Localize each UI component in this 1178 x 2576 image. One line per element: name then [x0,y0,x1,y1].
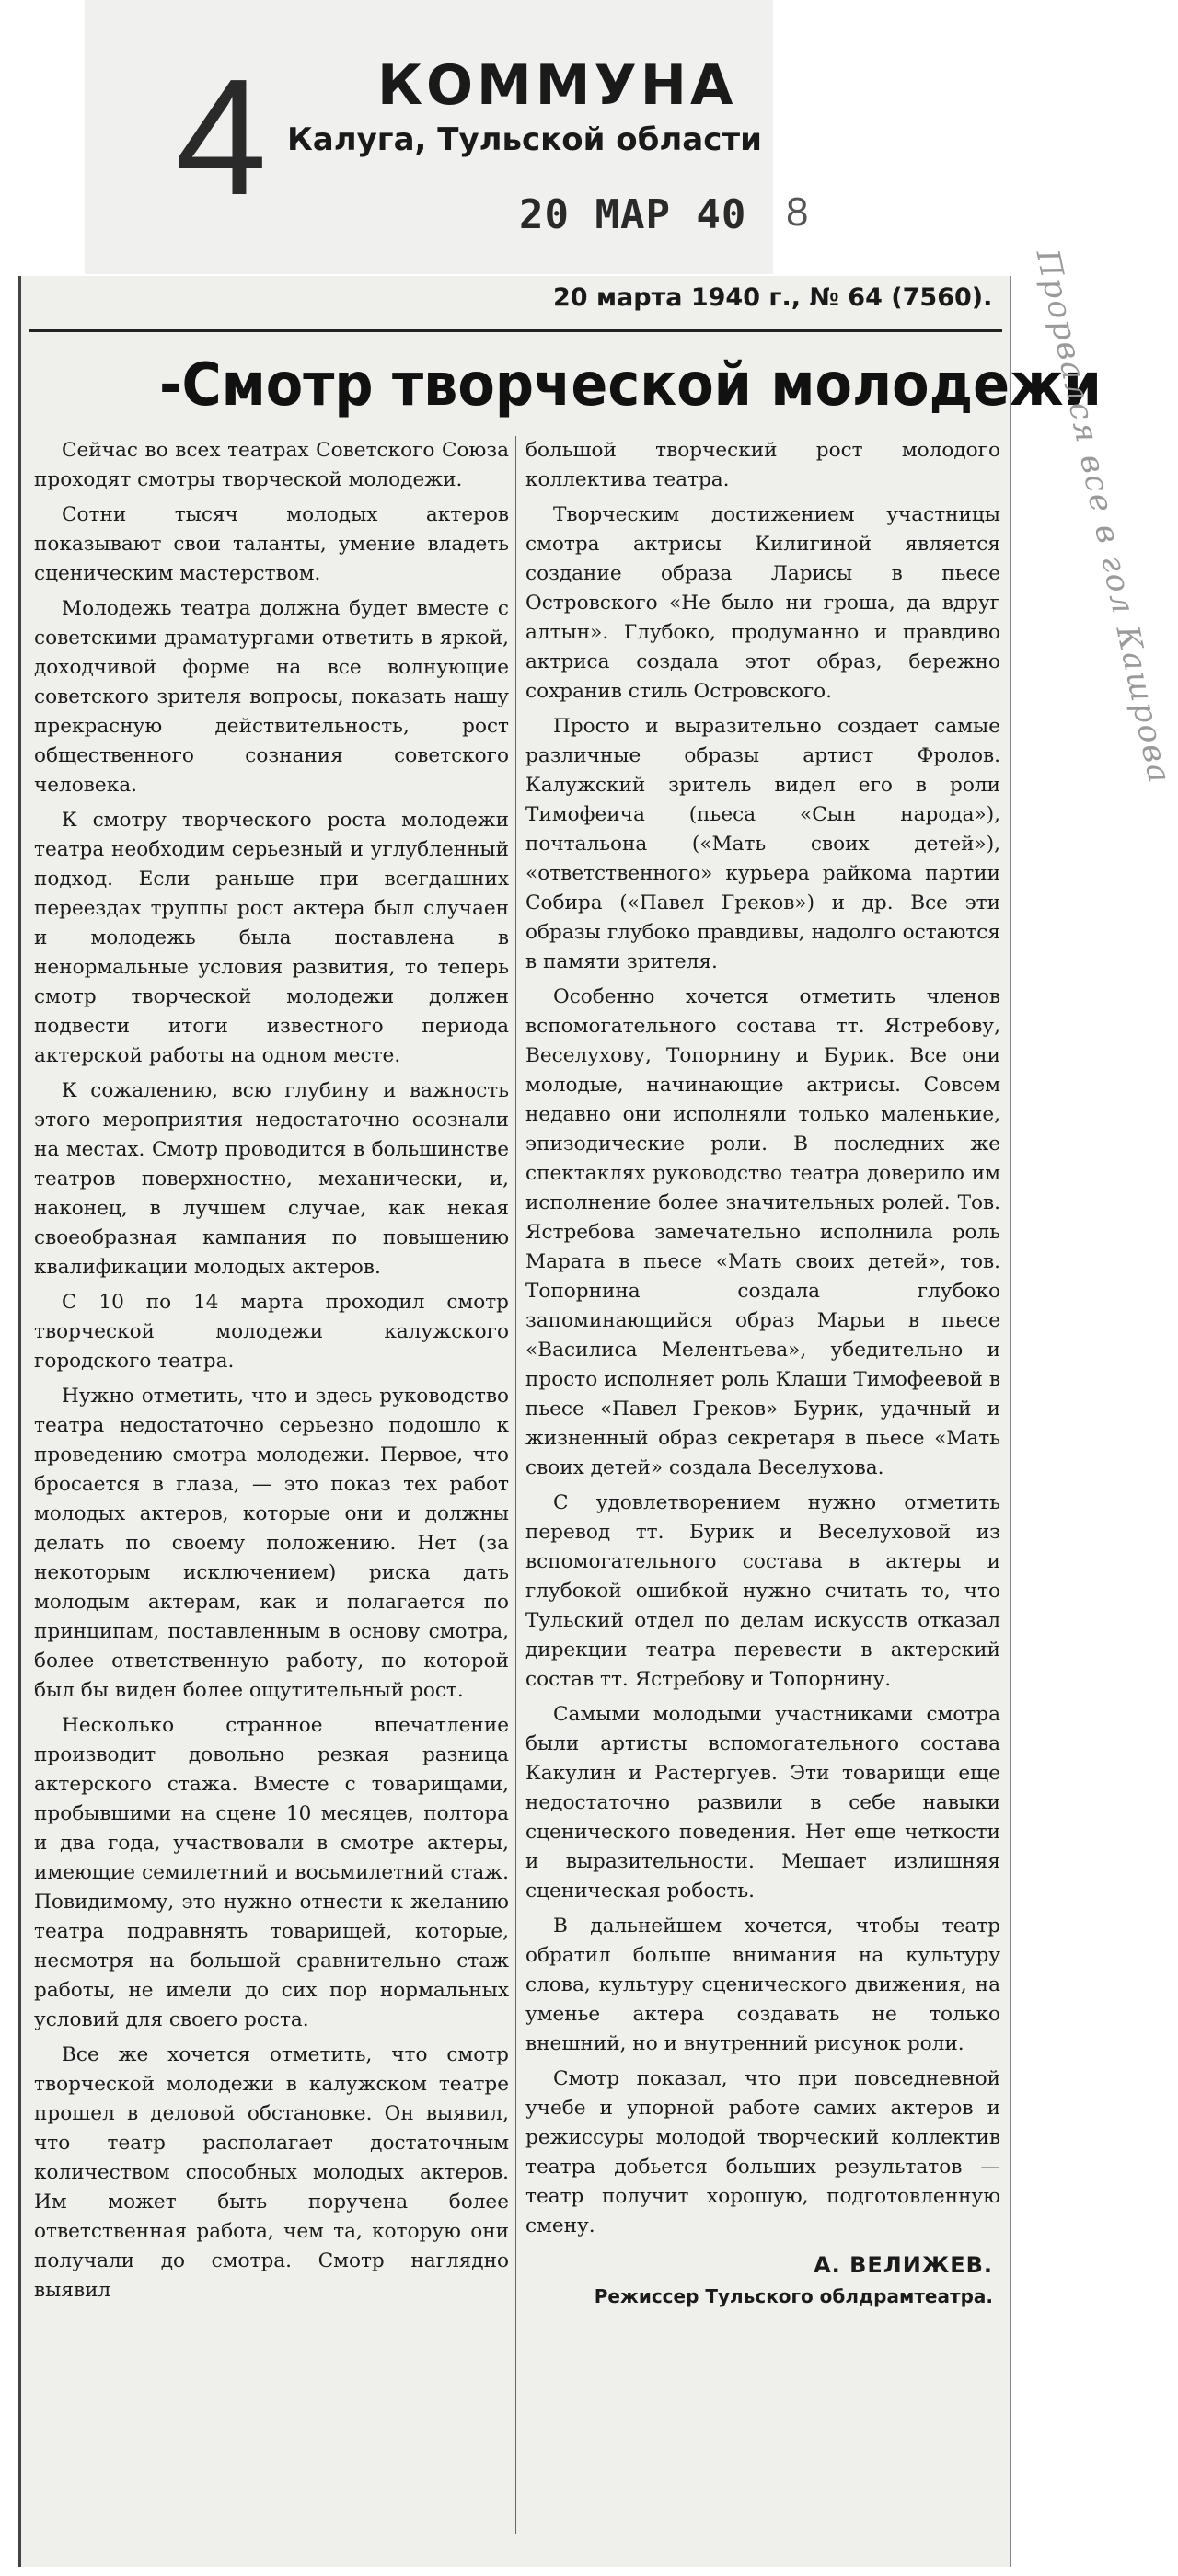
author-name: А. ВЕЛИЖЕВ. [814,2252,993,2278]
paragraph: Творческим достижением участницы смотра актрисы Килигиной является создание образа Ларисы в пьесе Островского «Не было ни гроша, да вдруг алтын». Глубоко, продуманно и правдиво актриса создала этот образ, бережно сохранив стиль Островского. [525,503,1000,703]
handwritten-note [1011,246,1178,1178]
handwritten-note-text: Прорвался все в гол Кашрова [1028,246,1178,788]
header-clipping [85,0,809,274]
paragraph: Просто и выразительно создает самые различные образы артист Фролов. Калужский зритель видел его в роли Тимофеича (пьеса «Сын народа»), почтальона («Мать своих детей»), «ответственного» курьера райкома партии Собира («Павел Греков») и др. Все эти образы глубоко правдивы, надолго остаются в памяти зрителя. [525,715,1000,973]
right-column [525,436,1000,2311]
left-column [34,436,509,2306]
article-clipping [18,276,1102,2567]
paragraph: Самыми молодыми участниками смотра были артисты вспомогательного состава Какулин и Растергуев. Эти товарищи еще недостаточно развили в себе навыки сценического поведения. Нет еще четкости и выразительности. Мешает излишняя сценическая робость. [525,1703,1000,1903]
stamp-date: 20 МАР 40 [519,191,747,238]
issue-line: 20 марта 1940 г., № 64 (7560). [553,283,993,312]
paragraph: С удовлетворением нужно отметить перевод тт. Бурик и Веселуховой из вспомогательного состава в актеры и глубокой ошибкой нужно считать то, что Тульский отдел по делам искусств отказал дирекции театра перевести в актерский состав тт. Ястребову и Топорнину. [525,1491,1000,1691]
paragraph: К смотру творческого роста молодежи театра необходим серьезный и углубленный подход. Если раньше при всегдашних переездах труппы рост актера был случаен и молодежь была поставлена в ненормальные условия развития, то теперь смотр творческой молодежи должен подвести итоги известного периода актерской работы на одном месте. [34,809,509,1067]
article-headline: -Смотр творческой молодежи [159,351,1102,420]
paragraph: Молодежь театра должна будет вместе с советскими драматургами ответить в яркой, доходчивой форме на все волнующие советского зрителя вопросы, показать нашу прекрасную действительность, рост общественного сознания советского человека. [34,597,509,797]
column-divider [515,436,516,2534]
paragraph: Особенно хочется отметить членов вспомогательного состава тт. Ястребову, Веселухову, Топорнину и Бурик. Все они молодые, начинающие актрисы. Совсем недавно они исполняли только маленькие, эпизодические роли. В последних же спектаклях руководство театра доверило им исполнение более значительных ролей. Тов. Ястребова замечательно исполнила роль Марата в пьесе «Мать своих детей», тов. Топорнина создала глубоко запоминающийся образ Марьи в пьесе «Василиса Мелентьева», убедительно и просто исполняет роль Клаши Тимофеевой в пьесе «Павел Греков» Бурик, удачный и жизненный образ секретаря в пьесе «Мать своих детей» создала Веселухова. [525,985,1000,1479]
paragraph: Несколько странное впечатление производит довольно резкая разница актерского стажа. Вместе с товарищами, пробывшими на сцене 10 месяцев, полтора и два года, участвовали в смотре актеры, имеющие семилетний и восьмилетний стаж. Повидимому, это нужно отнести к желанию театра подравнять товарищей, которые, несмотря на большой сравнительно стаж работы, не имели до сих пор нормальных условий для своего роста. [34,1714,509,2031]
newspaper-place: Калуга, Тульской области [287,121,762,158]
paragraph: Сотни тысяч молодых актеров показывают свои таланты, умение владеть сценическим мастерством. [34,503,509,585]
paragraph: Нужно отметить, что и здесь руководство театра недостаточно серьезно подошло к проведению смотра молодежи. Первое, что бросается в глаза, — это показ тех работ молодых актеров, которые они и должны делать по своему положению. Нет (за некоторым исключением) риска дать молодым актерам, как и полагается по принципам, поставленным в основу смотра, более ответственную работу, по которой был бы виден более ощутительный рост. [34,1385,509,1702]
paragraph: Смотр показал, что при повседневной учебе и упорной работе самих актеров и режиссуры молодой творческий коллектив театра добьется больших результатов — театр получит хорошую, подготовленную смену. [525,2067,1000,2237]
paragraph: С 10 по 14 марта проходил смотр творческой молодежи калужского городского театра. [34,1291,509,1373]
author-role: Режиссер Тульского облдрамтеатра. [594,2285,993,2307]
handwritten-number: 4 [175,45,268,230]
paragraph: В дальнейшем хочется, чтобы театр обратил больше внимания на культуру слова, культуру сценического движения, на уменье актера создавать не только внешний, но и внутренний рисунок роли. [525,1915,1000,2055]
top-rule [29,329,1002,332]
newspaper-name: КОММУНА [377,53,737,118]
paragraph: Все же хочется отметить, что смотр творческой молодежи в калужском театре прошел в деловой обстановке. Он выявил, что театр располагает достаточным количеством способных молодых актеров. Им может быть поручена более ответственная работа, чем та, которую они получали до смотра. Смотр наглядно выявил [34,2043,509,2302]
paragraph: Сейчас во всех театрах Советского Союза проходят смотры творческой молодежи. [34,439,509,491]
paragraph: К сожалению, всю глубину и важность этого мероприятия недостаточно осознали на местах. Смотр проводится в большинстве театров поверхностно, механически, и, наконец, в лучшем случае, как некая своеобразная кампания по повышению квалификации молодых актеров. [34,1079,509,1279]
paragraph-continuation: большой творческий рост молодого коллектива театра. [525,439,1000,491]
handwritten-mark: 8 [786,190,809,235]
